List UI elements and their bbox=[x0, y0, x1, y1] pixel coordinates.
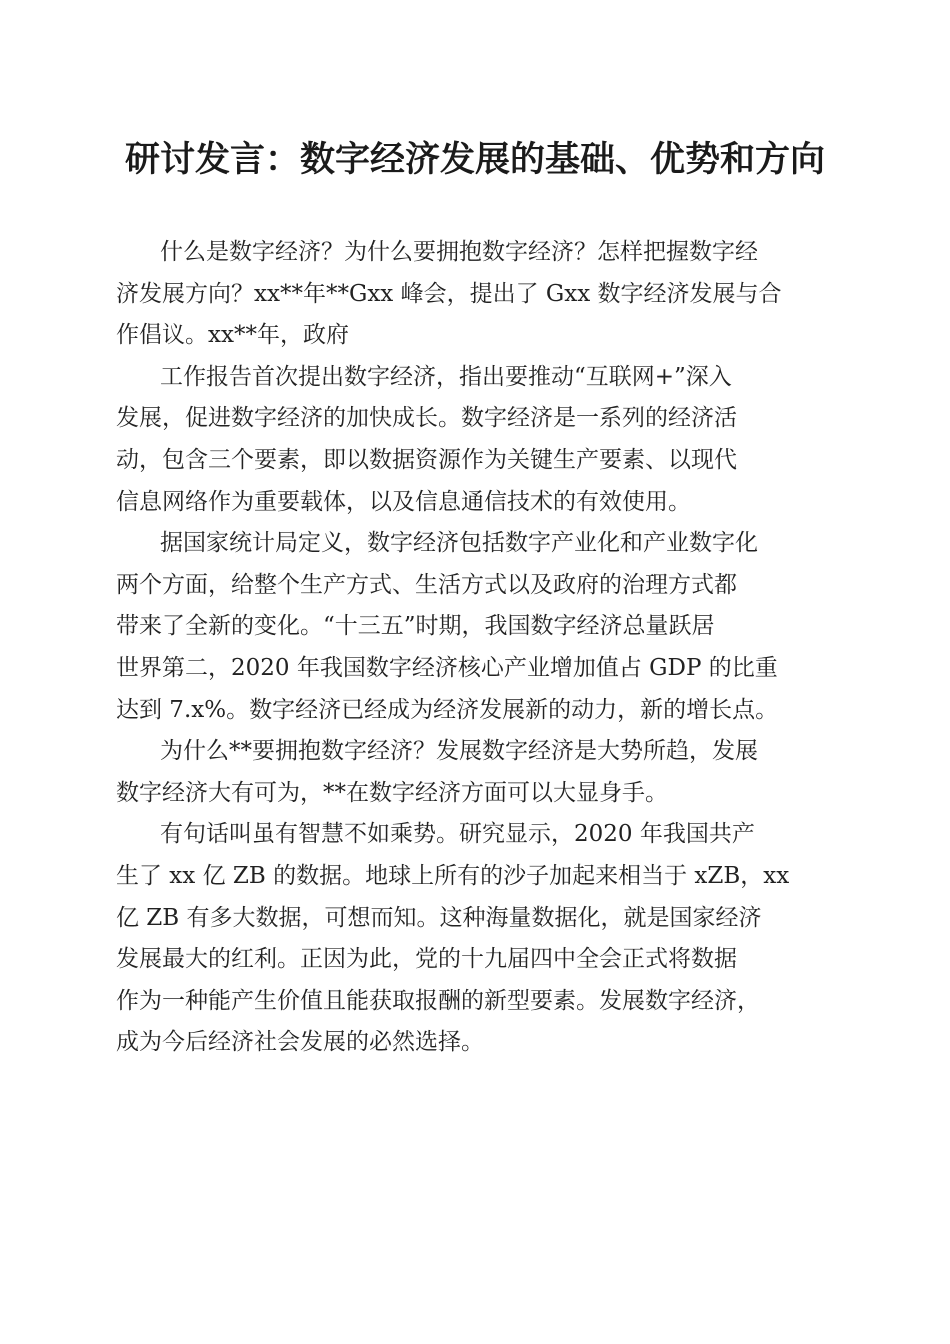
document-body bbox=[116, 232, 821, 1064]
text-line: 亿 ZB 有多大数据，可想而知。这种海量数据化，就是国家经济 bbox=[116, 904, 762, 931]
paragraph-4 bbox=[116, 731, 821, 814]
paragraph-1 bbox=[116, 232, 821, 357]
text-line: 发展，促进数字经济的加快成长。数字经济是一系列的经济活 bbox=[116, 405, 737, 432]
paragraph-2 bbox=[116, 357, 821, 523]
text-line: 达到 7.x%。数字经济已经成为经济发展新的动力，新的增长点。 bbox=[116, 696, 779, 723]
text-line: 济发展方向？xx**年**Gxx 峰会，提出了 Gxx 数字经济发展与合 bbox=[116, 280, 782, 307]
text-line: 两个方面，给整个生产方式、生活方式以及政府的治理方式都 bbox=[116, 571, 737, 598]
text-line: 为什么**要拥抱数字经济？发展数字经济是大势所趋，发展 bbox=[160, 738, 758, 765]
text-line: 有句话叫虽有智慧不如乘势。研究显示，2020 年我国共产 bbox=[160, 821, 755, 848]
text-line: 作倡议。xx**年，政府 bbox=[116, 322, 349, 349]
text-line: 成为今后经济社会发展的必然选择。 bbox=[116, 1029, 484, 1056]
text-line: 作为一种能产生价值且能获取报酬的新型要素。发展数字经济， bbox=[116, 987, 760, 1014]
text-line: 什么是数字经济？为什么要拥抱数字经济？怎样把握数字经 bbox=[160, 239, 758, 265]
text-line: 工作报告首次提出数字经济，指出要推动“互联网+”深入 bbox=[160, 363, 732, 390]
document-title: 研讨发言：数字经济发展的基础、优势和方向 bbox=[124, 139, 825, 180]
text-line: 信息网络作为重要载体，以及信息通信技术的有效使用。 bbox=[116, 488, 691, 515]
text-line: 数字经济大有可为，**在数字经济方面可以大显身手。 bbox=[116, 779, 668, 806]
text-line: 带来了全新的变化。“十三五”时期，我国数字经济总量跃居 bbox=[116, 613, 715, 640]
paragraph-3 bbox=[116, 523, 821, 731]
text-line: 生了 xx 亿 ZB 的数据。地球上所有的沙子加起来相当于 xZB，xx bbox=[116, 862, 790, 889]
text-line: 据国家统计局定义，数字经济包括数字产业化和产业数字化 bbox=[160, 530, 758, 557]
text-line: 动，包含三个要素，即以数据资源作为关键生产要素、以现代 bbox=[116, 446, 737, 473]
paragraph-5 bbox=[116, 814, 821, 1064]
text-line: 发展最大的红利。正因为此，党的十九届四中全会正式将数据 bbox=[116, 946, 737, 973]
text-line: 世界第二，2020 年我国数字经济核心产业增加值占 GDP 的比重 bbox=[116, 654, 778, 681]
